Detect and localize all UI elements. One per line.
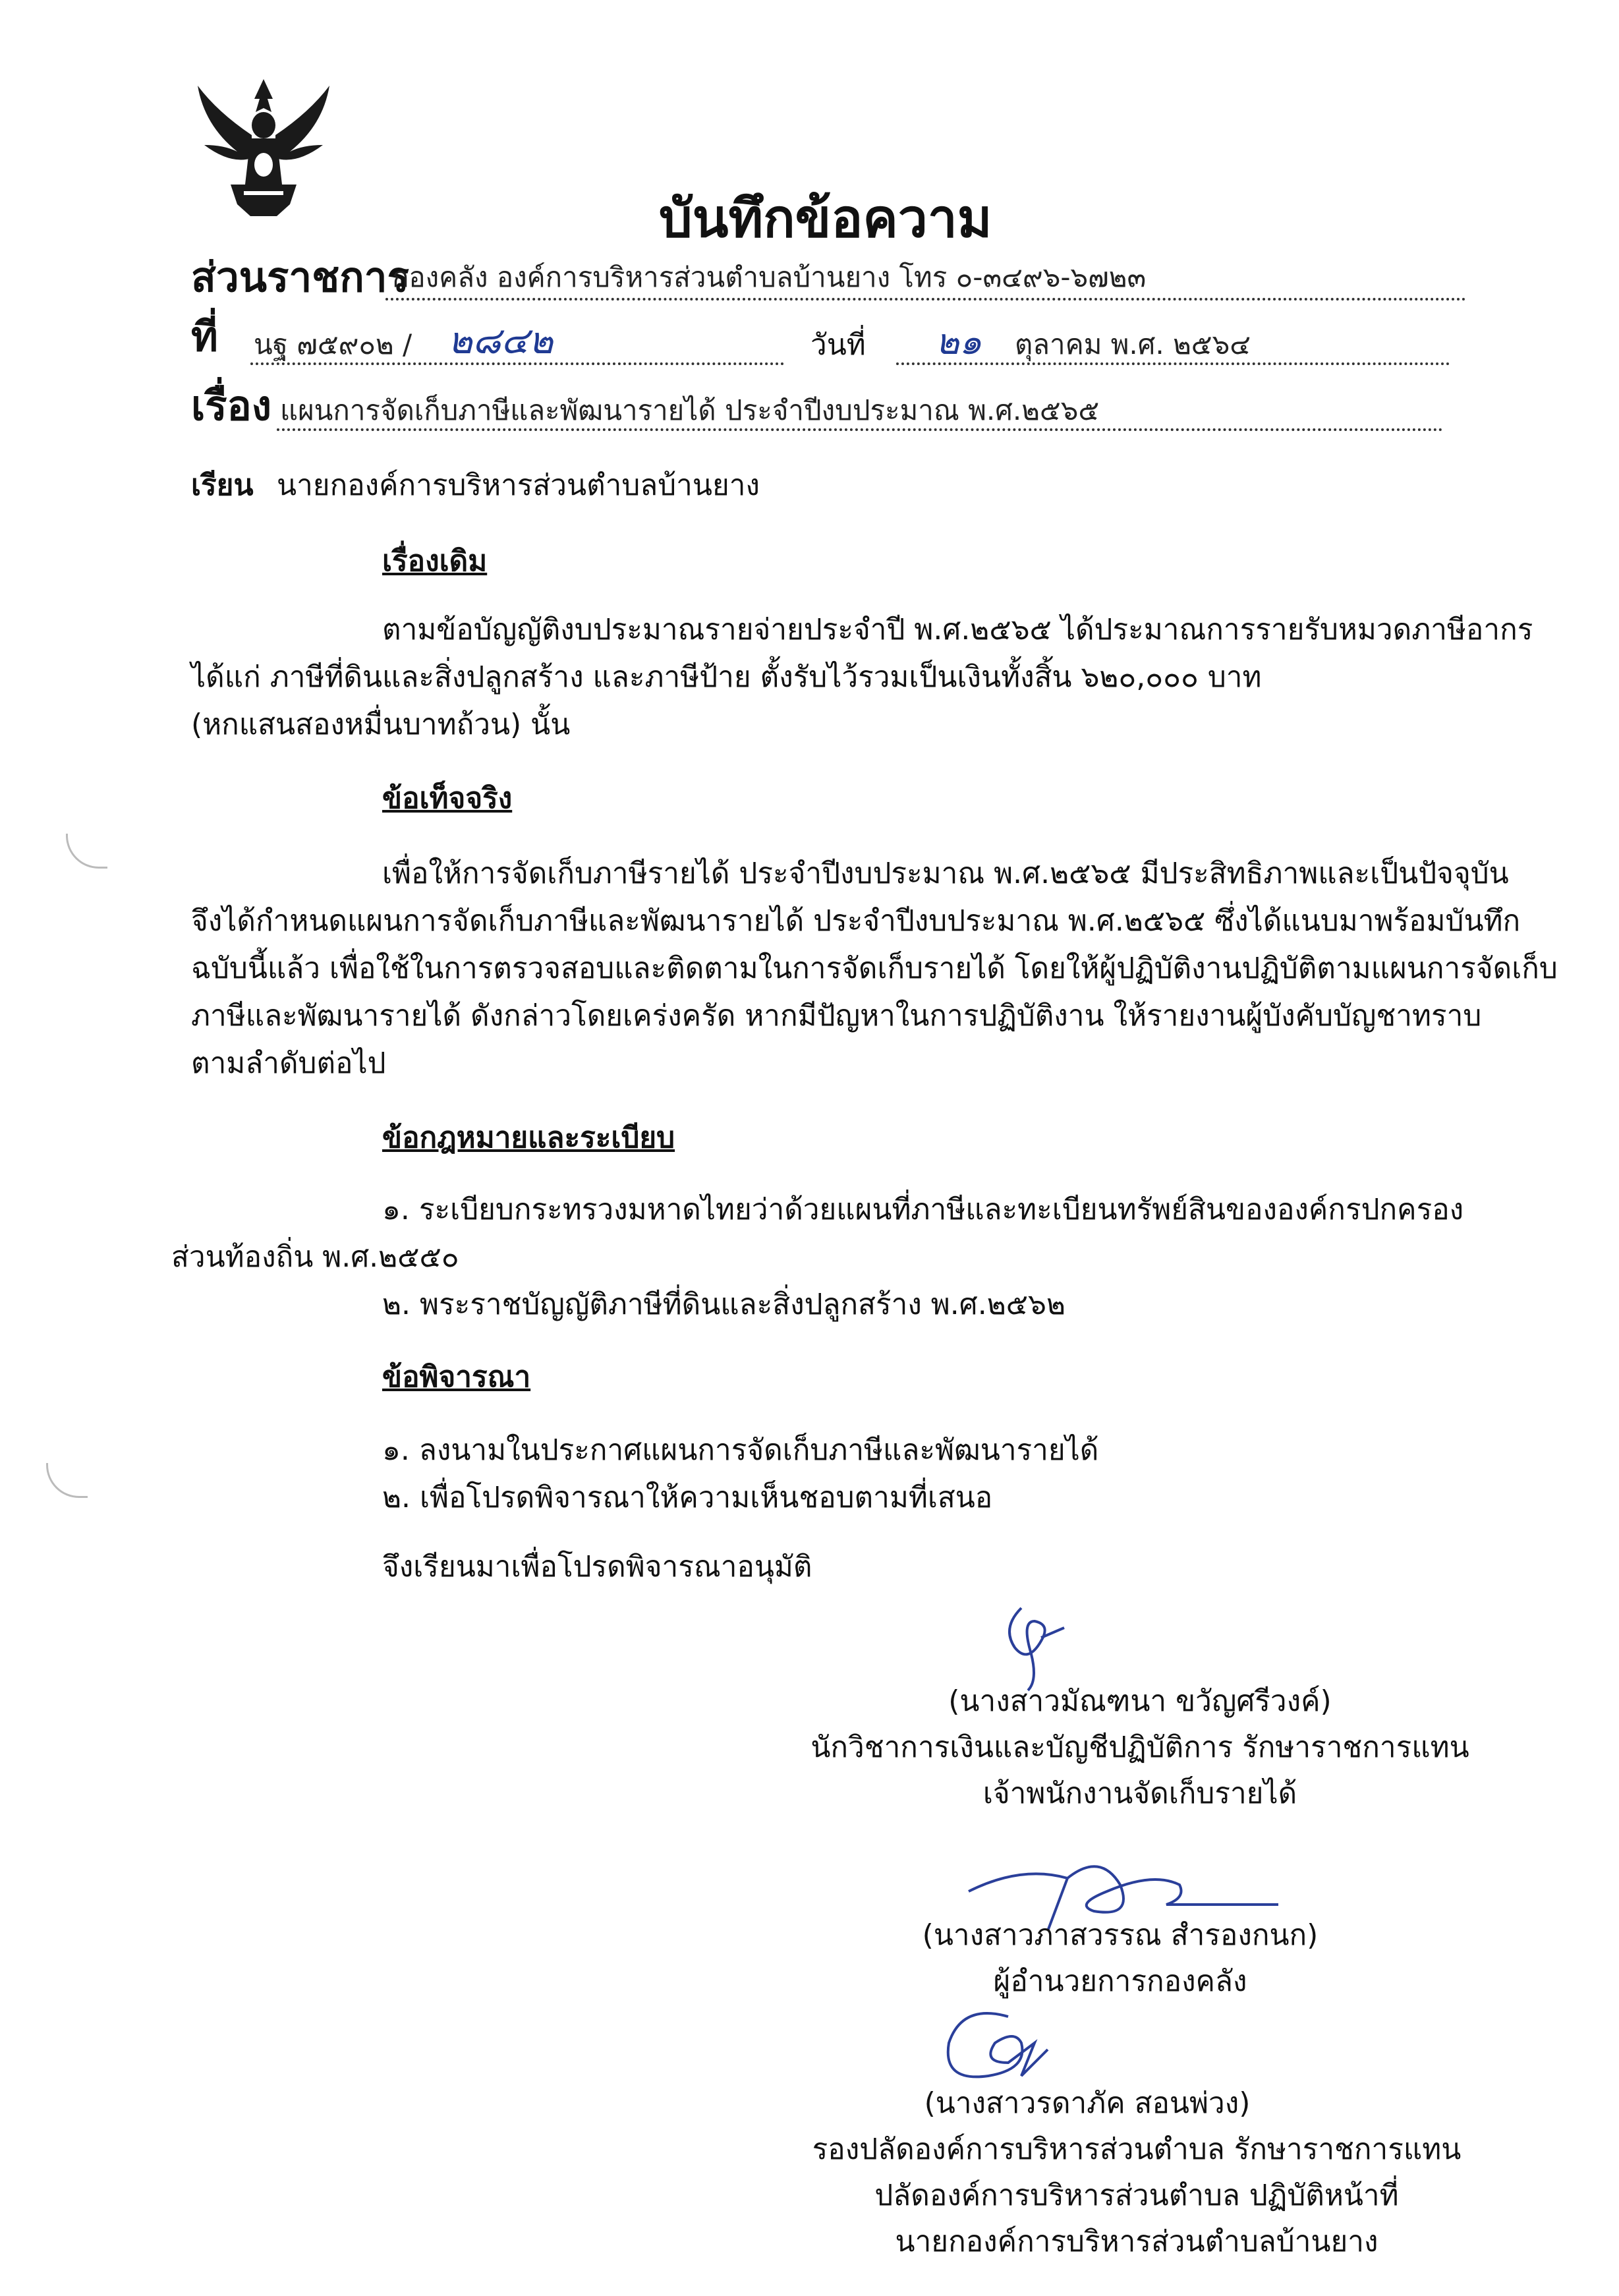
ref-dotted-line xyxy=(250,362,784,365)
ref-value: นฐ ๗๕๙๐๒ / xyxy=(254,328,412,360)
to-label: เรียน xyxy=(191,469,254,502)
department-dotted-line xyxy=(385,298,1466,301)
background-line: ได้แก่ ภาษีที่ดินและสิ่งปลูกสร้าง และภาษีป้าย ตั้งรับไว้รวมเป็นเงินทั้งสิ้น ๖๒๐,๐๐๐ บาท xyxy=(191,660,1262,694)
subject-label: เรื่อง xyxy=(191,382,272,430)
law-paragraph xyxy=(171,1186,1476,1329)
department-value: กองคลัง องค์การบริหารส่วนตำบลบ้านยาง โทร ๐-๓๔๙๖-๖๗๒๓ xyxy=(392,261,1147,293)
subject-dotted-line xyxy=(277,428,1443,431)
date-value: ตุลาคม พ.ศ. ๒๕๖๔ xyxy=(1015,328,1251,360)
facts-line: เพื่อให้การจัดเก็บภาษีรายได้ ประจำปีงบประมาณ พ.ศ.๒๕๖๕ มีประสิทธิภาพและเป็นปัจจุบัน xyxy=(382,857,1509,890)
date-dotted-line xyxy=(896,362,1450,365)
law-item-1: ๑. ระเบียบกระทรวงมหาดไทยว่าด้วยแผนที่ภาษีและทะเบียนทรัพย์สินขององค์กรปกครอง xyxy=(382,1193,1464,1226)
consider-paragraph xyxy=(382,1427,1436,1522)
signatory-2-position: ผู้อำนวยการกองคลัง xyxy=(993,1965,1247,1998)
facts-line: ภาษีและพัฒนารายได้ ดังกล่าวโดยเคร่งครัด หากมีปัญหาในการปฏิบัติงาน ให้รายงานผู้บังคับบัญชาทราบ xyxy=(191,999,1482,1033)
signatory-3-position: รองปลัดองค์การบริหารส่วนตำบล รักษาราชการแทน xyxy=(812,2133,1462,2166)
facts-paragraph xyxy=(191,850,1558,1087)
garuda-emblem-icon xyxy=(191,72,336,217)
handwritten-signature-icon xyxy=(995,1601,1074,1694)
consider-item-1: ๑. ลงนามในประกาศแผนการจัดเก็บภาษีและพัฒนารายได้ xyxy=(382,1433,1099,1467)
facts-line: จึงได้กำหนดแผนการจัดเก็บภาษีและพัฒนารายได้ ประจำปีงบประมาณ พ.ศ.๒๕๖๕ ซึ่งได้แนบมาพร้อมบันทึก xyxy=(191,904,1521,938)
ref-handwritten-number: ๒๘๔๒ xyxy=(448,320,554,362)
memo-title: บันทึกข้อความ xyxy=(659,188,992,249)
date-day-handwritten: ๒๑ xyxy=(936,321,982,362)
facts-line: ตามลำดับต่อไป xyxy=(191,1047,386,1080)
signatory-2-name: (นางสาวภาสวรรณ สำรองกนก) xyxy=(922,1918,1319,1952)
background-line: ตามข้อบัญญัติงบประมาณรายจ่ายประจำปี พ.ศ.๒๕๖๕ ได้ประมาณการรายรับหมวดภาษีอากร xyxy=(382,613,1533,646)
signatory-1-position: นักวิชาการเงินและบัญชีปฏิบัติการ รักษาราชการแทน xyxy=(810,1731,1469,1764)
handwritten-signature-icon xyxy=(936,2003,1067,2096)
signatory-3-name: (นางสาวรดาภัค สอนพ่วง) xyxy=(924,2086,1251,2120)
department-label: ส่วนราชการ xyxy=(191,253,409,301)
subject-value: แผนการจัดเก็บภาษีและพัฒนารายได้ ประจำปีงบประมาณ พ.ศ.๒๕๖๕ xyxy=(280,394,1100,426)
ref-label: ที่ xyxy=(191,312,218,360)
facts-heading: ข้อเท็จจริง xyxy=(382,782,513,815)
consider-item-2: ๒. เพื่อโปรดพิจารณาให้ความเห็นชอบตามที่เสนอ xyxy=(382,1481,993,1514)
signatory-3-position: นายกองค์การบริหารส่วนตำบลบ้านยาง xyxy=(895,2225,1378,2258)
punch-hole-mark xyxy=(46,1463,88,1498)
law-heading: ข้อกฎหมายและระเบียบ xyxy=(382,1121,675,1155)
punch-hole-mark xyxy=(66,834,107,869)
background-heading: เรื่องเดิม xyxy=(382,544,488,578)
law-item-2: ๒. พระราชบัญญัติภาษีที่ดินและสิ่งปลูกสร้าง พ.ศ.๒๕๖๒ xyxy=(382,1288,1065,1321)
consider-heading: ข้อพิจารณา xyxy=(382,1360,531,1394)
signatory-3-position: ปลัดองค์การบริหารส่วนตำบล ปฏิบัติหน้าที่ xyxy=(874,2179,1399,2212)
facts-line: ฉบับนี้แล้ว เพื่อใช้ในการตรวจสอบและติดตามในการจัดเก็บรายได้ โดยให้ผู้ปฏิบัติงานปฏิบัติตามแผนการจัดเก็บ xyxy=(191,952,1558,985)
signatory-1-name: (นางสาวมัณฑนา ขวัญศรีวงค์) xyxy=(948,1684,1332,1718)
to-value: นายกองค์การบริหารส่วนตำบลบ้านยาง xyxy=(277,469,760,502)
signatory-1-position: เจ้าพนักงานจัดเก็บรายได้ xyxy=(982,1777,1297,1810)
background-line: (หกแสนสองหมื่นบาทถ้วน) นั้น xyxy=(191,708,571,741)
closing-text: จึงเรียนมาเพื่อโปรดพิจารณาอนุมัติ xyxy=(382,1550,812,1584)
law-item-1-cont: ส่วนท้องถิ่น พ.ศ.๒๕๕๐ xyxy=(171,1240,459,1274)
date-label: วันที่ xyxy=(810,328,866,362)
background-paragraph xyxy=(191,606,1533,749)
